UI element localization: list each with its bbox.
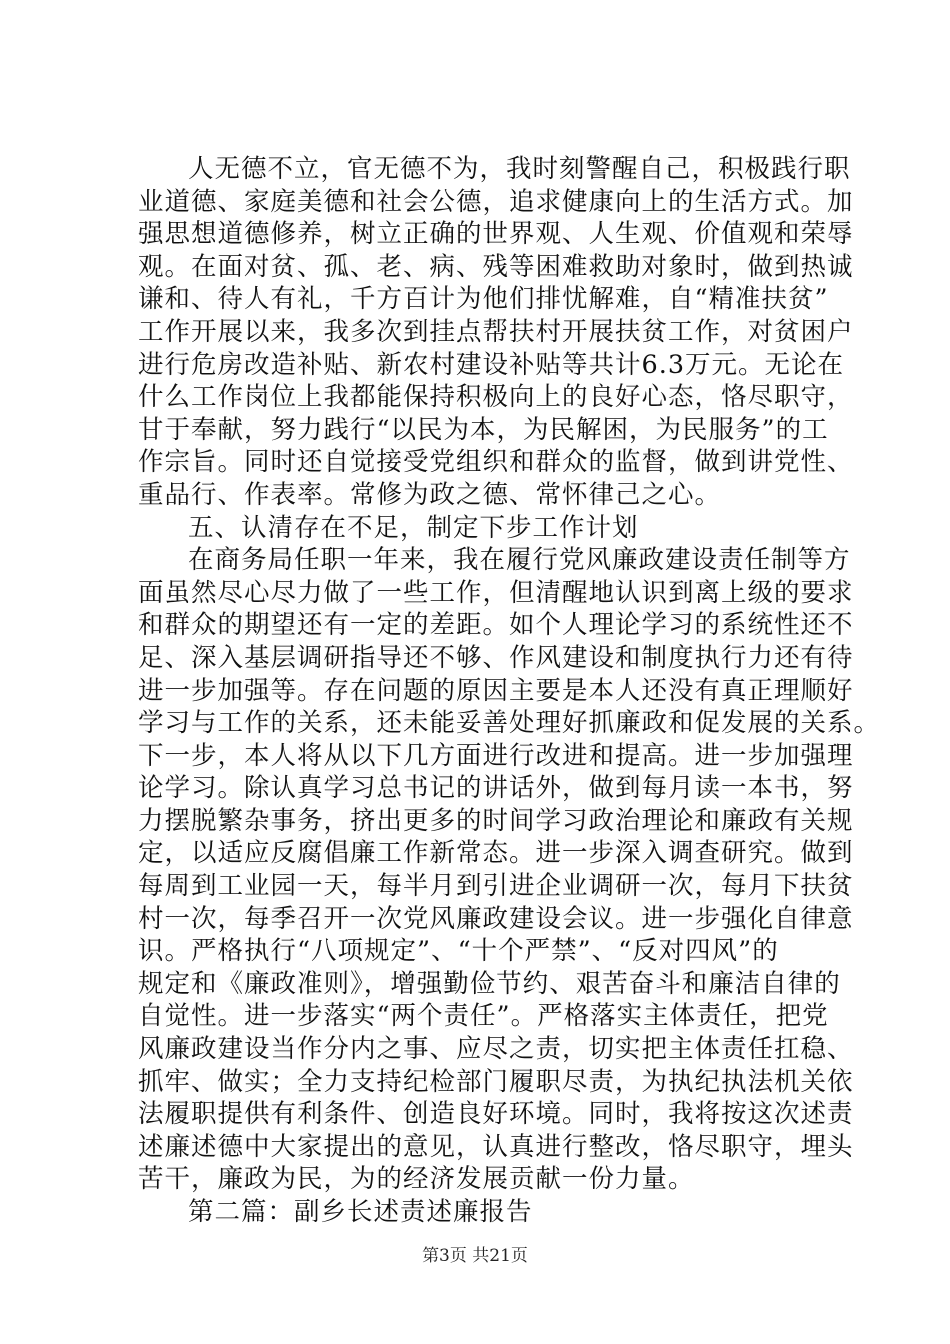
text-line: 自觉性。进一步落实“两个责任”。严格落实主体责任，把党 (138, 1001, 829, 1032)
text-line: 下一步，本人将从以下几方面进行改进和提高。进一步加强理 (138, 740, 854, 771)
text-line: 苦干，廉政为民，为的经济发展贡献一份力量。 (138, 1164, 695, 1195)
text-line: 足、深入基层调研指导还不够、作风建设和制度执行力还有待 (138, 642, 854, 673)
text-line: 力摆脱繁杂事务，挤出更多的时间学习政治理论和廉政有关规 (138, 805, 854, 836)
text-line: 工作开展以来，我多次到挂点帮扶村开展扶贫工作，对贫困户 (138, 316, 854, 347)
text-line: 谦和、待人有礼，千方百计为他们排忧解难，自“精准扶贫” (138, 284, 829, 315)
text-line: 观。在面对贫、孤、老、病、残等困难救助对象时，做到热诚 (138, 251, 854, 282)
text-line: 进一步加强等。存在问题的原因主要是本人还没有真正理顺好 (138, 675, 854, 706)
text-line: 第二篇：副乡长述责述廉报告 (188, 1197, 533, 1227)
document-body (138, 153, 881, 1229)
text-line: 风廉政建设当作分内之事、应尽之责，切实把主体责任扛稳、 (138, 1034, 854, 1065)
text-line: 在商务局任职一年来，我在履行党风廉政建设责任制等方 (188, 545, 851, 576)
text-line: 每周到工业园一天，每半月到引进企业调研一次，每月下扶贫 (138, 871, 854, 902)
text-line: 五、认清存在不足，制定下步工作计划 (188, 512, 639, 543)
page-footer: 第3页 共21页 (422, 1246, 528, 1266)
text-line: 定，以适应反腐倡廉工作新常态。进一步深入调查研究。做到 (138, 838, 854, 869)
text-line: 学习与工作的关系，还未能妥善处理好抓廉政和促发展的关系。 (138, 708, 881, 739)
text-line: 作宗旨。同时还自觉接受党组织和群众的监督，做到讲党性、 (138, 447, 854, 478)
text-line: 重品行、作表率。常修为政之德、常怀律己之心。 (138, 479, 722, 510)
text-line: 强思想道德修养，树立正确的世界观、人生观、价值观和荣辱 (138, 219, 854, 250)
text-line: 什么工作岗位上我都能保持积极向上的良好心态，恪尽职守， (138, 382, 854, 413)
text-line: 甘于奉献，努力践行“以民为本，为民解困，为民服务”的工 (138, 414, 829, 445)
text-line: 规定和《廉政准则》，增强勤俭节约、艰苦奋斗和廉洁自律的 (138, 968, 841, 999)
text-line: 面虽然尽心尽力做了一些工作，但清醒地认识到离上级的要求 (138, 577, 854, 608)
text-line: 述廉述德中大家提出的意见，认真进行整改，恪尽职守，埋头 (138, 1131, 854, 1162)
text-line: 识。严格执行“八项规定”、“十个严禁”、“反对四风”的 (138, 936, 779, 967)
text-line: 抓牢、做实；全力支持纪检部门履职尽责，为执纪执法机关依 (138, 1066, 854, 1097)
text-line: 法履职提供有利条件、创造良好环境。同时，我将按这次述责 (138, 1099, 854, 1130)
text-line: 和群众的期望还有一定的差距。如个人理论学习的系统性还不 (138, 610, 854, 641)
text-line: 论学习。除认真学习总书记的讲话外，做到每月读一本书，努 (138, 773, 854, 804)
text-line: 人无德不立，官无德不为，我时刻警醒自己，积极践行职 (188, 154, 851, 184)
text-line: 村一次，每季召开一次党风廉政建设会议。进一步强化自律意 (138, 903, 854, 934)
text-line: 进行危房改造补贴、新农村建设补贴等共计6.3万元。无论在 (138, 349, 845, 380)
text-line: 业道德、家庭美德和社会公德，追求健康向上的生活方式。加 (138, 186, 854, 217)
